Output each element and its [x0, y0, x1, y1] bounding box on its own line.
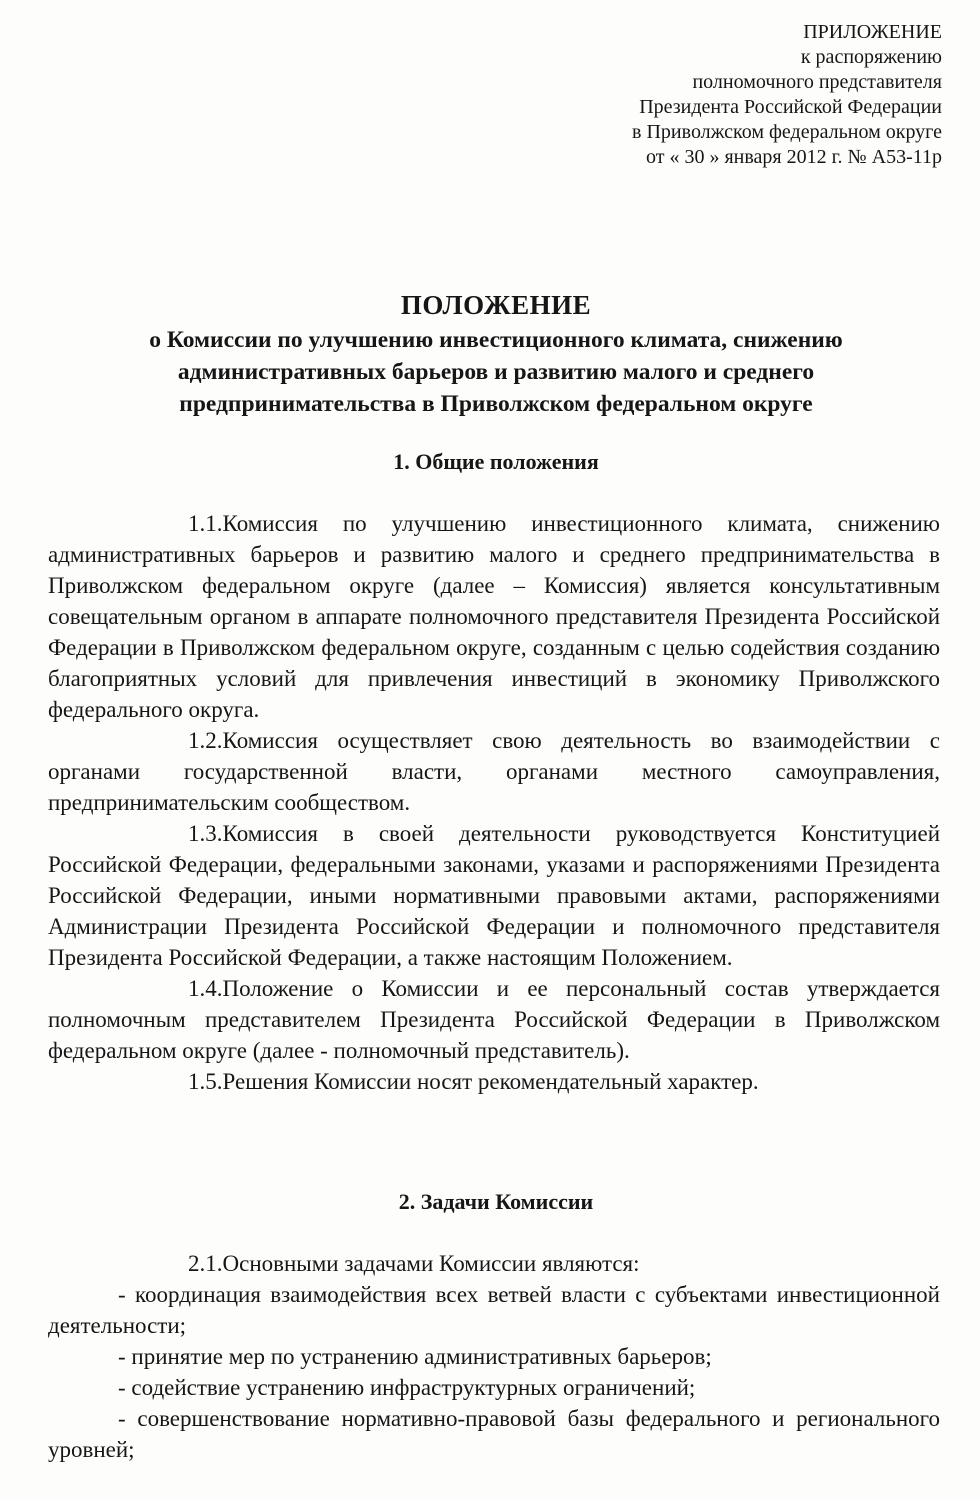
- paragraph-text: Решения Комиссии носят рекомендательный характер.: [222, 1069, 759, 1094]
- paragraph-text: Комиссия осуществляет свою деятельность во взаимодействии с органами государственной власти, органами местного самоуправления, предпринимательским сообществом.: [48, 728, 940, 815]
- paragraph: [48, 508, 940, 725]
- paragraph-number: 2.1.: [188, 1251, 223, 1276]
- list-item: - принятие мер по устранению административных барьеров;: [118, 1344, 712, 1369]
- section-2-body: [48, 1248, 940, 1465]
- paragraph: [48, 818, 940, 973]
- appendix-line: Президента Российской Федерации: [639, 96, 942, 118]
- paragraph-number: 1.5.: [188, 1069, 223, 1094]
- appendix-line: в Приволжском федеральном округе: [632, 121, 942, 143]
- section-2-heading: 2. Задачи Комиссии: [398, 1189, 594, 1214]
- paragraph-text: Комиссия по улучшению инвестиционного климата, снижению административных барьеров и развитию малого и среднего предпринимательства в Приволжском федеральном округе (далее – Комиссия) является консультативным совещательным органом в аппарате полномочного представителя Президента Российской Федерации в Приволжском федеральном округе, созданным с целью содействия созданию благоприятных условий для привлечения инвестиций в экономику Приволжского федерального округа.: [48, 511, 940, 722]
- paragraph-number: 1.3.: [188, 821, 223, 846]
- paragraph-text: Положение о Комиссии и ее персональный состав утверждается полномочным представителем Президента Российской Федерации в Приволжском федеральном округе (далее - полномочный представитель).: [48, 976, 940, 1063]
- paragraph-text: Основными задачами Комиссии являются:: [222, 1251, 640, 1276]
- paragraph: [48, 1248, 940, 1279]
- paragraph: [48, 1066, 940, 1097]
- paragraph: [48, 725, 940, 818]
- section-1-heading: 1. Общие положения: [393, 449, 599, 474]
- paragraph: [48, 973, 940, 1066]
- paragraph-number: 1.4.: [188, 976, 223, 1001]
- appendix-line: ПРИЛОЖЕНИЕ: [803, 21, 942, 43]
- section-1-body: [48, 508, 940, 1097]
- list-item: - совершенствование нормативно-правовой базы федерального и регионального уровней;: [48, 1406, 940, 1462]
- list-item: - координация взаимодействия всех ветвей власти с субъектами инвестиционной деятельности;: [48, 1282, 940, 1338]
- appendix-line: от « 30 » января 2012 г. № А53-11р: [645, 146, 942, 168]
- appendix-header: [482, 20, 942, 170]
- appendix-line: к распоряжению: [800, 46, 942, 68]
- paragraph-number: 1.1.: [188, 511, 223, 536]
- title-main: ПОЛОЖЕНИЕ: [400, 290, 592, 320]
- document-title: [60, 290, 932, 420]
- appendix-line: полномочного представителя: [692, 71, 942, 93]
- list-item: - содействие устранению инфраструктурных ограничений;: [118, 1375, 696, 1400]
- title-subtitle: о Комиссии по улучшению инвестиционного климата, снижению административных барьеров и развитию малого и среднего предпринимательства в Приволжском федеральном округе: [149, 327, 843, 417]
- paragraph-text: Комиссия в своей деятельности руководствуется Конституцией Российской Федерации, федеральными законами, указами и распоряжениями Президента Российской Федерации, иными нормативными правовыми актами, распоряжениями Администрации Президента Российской Федерации и полномочного представителя Президента Российской Федерации, а также настоящим Положением.: [48, 821, 940, 970]
- paragraph-number: 1.2.: [188, 728, 223, 753]
